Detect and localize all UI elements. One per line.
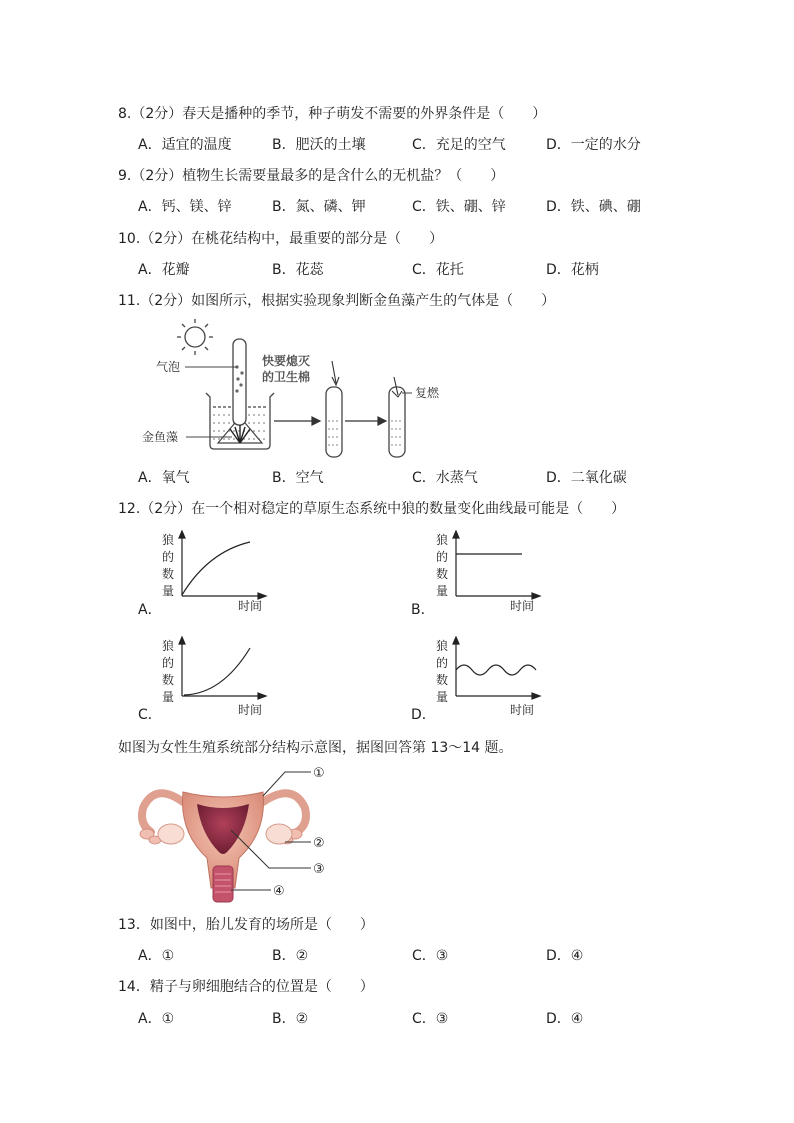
graph-a-curve <box>182 542 250 595</box>
graph-c-ylabel-2: 的 <box>162 656 175 670</box>
q8-stem: 8.（2分）春天是播种的季节，种子萌发不需要的外界条件是（ ） <box>118 106 547 122</box>
graph-c-xlabel: 时间 <box>238 703 263 717</box>
q13-option-a: A．① <box>138 948 175 964</box>
q9-option-c: C．铁、硼、锌 <box>412 199 506 215</box>
q9-stem: 9.（2分）植物生长需要量最多的是含什么的无机盐？（ ） <box>118 168 505 184</box>
cotton-label-line1: 快要熄灭 <box>262 354 311 368</box>
q10-option-b: B．花蕊 <box>272 262 324 278</box>
sun-icon <box>177 319 213 355</box>
q14-option-b: B．② <box>272 1011 309 1027</box>
q14-option-d: D．④ <box>546 1011 584 1027</box>
q13-option-d: D．④ <box>546 948 584 964</box>
q12-option-b: B． <box>411 602 435 618</box>
q9-option-b: B．氮、磷、钾 <box>272 199 366 215</box>
graph-b-xlabel: 时间 <box>510 599 535 613</box>
q13-option-c: C．③ <box>412 948 449 964</box>
graph-d-ylabel-1: 狼 <box>436 639 449 653</box>
graph-d-xlabel: 时间 <box>510 703 535 717</box>
q11-stem: 11.（2分）如图所示，根据实验现象判断金鱼藻产生的气体是（ ） <box>118 293 556 309</box>
graph-c <box>160 636 270 726</box>
q11-option-b: B．空气 <box>272 470 324 486</box>
graph-c-curve <box>184 648 250 695</box>
q14-stem: 14．精子与卵细胞结合的位置是（ ） <box>118 979 374 995</box>
q12-stem: 12.（2分）在一个相对稳定的草原生态系统中狼的数量变化曲线最可能是（ ） <box>118 501 626 517</box>
graph-a-ylabel-4: 量 <box>162 584 175 598</box>
graph-b-ylabel-3: 数 <box>436 567 449 581</box>
graph-c-ylabel-4: 量 <box>162 690 175 704</box>
q10-option-a: A．花瓣 <box>138 262 190 278</box>
graph-d-ylabel-4: 量 <box>436 690 449 704</box>
q11-option-d: D．二氧化碳 <box>546 470 627 486</box>
graph-d <box>434 636 544 726</box>
goldfish-weed <box>230 425 250 443</box>
q8-option-c: C．充足的空气 <box>412 137 506 153</box>
graph-b-ylabel-1: 狼 <box>436 533 449 547</box>
reignite-label: 复燃 <box>415 386 440 400</box>
bubble-label: 气泡 <box>156 360 181 374</box>
graph-a-ylabel-3: 数 <box>162 567 175 581</box>
figure-label-1: ① <box>313 766 325 781</box>
q14-option-c: C．③ <box>412 1011 449 1027</box>
graph-c-ylabel-3: 数 <box>162 673 175 687</box>
reproductive-system-figure <box>135 762 355 904</box>
q10-stem: 10.（2分）在桃花结构中，最重要的部分是（ ） <box>118 231 444 247</box>
graph-b-ylabel-4: 量 <box>436 584 449 598</box>
cotton-label-line2: 的卫生棉 <box>262 370 311 384</box>
experiment-figure <box>140 315 480 465</box>
q11-option-c: C．水蒸气 <box>412 470 478 486</box>
q9-option-a: A．钙、镁、锌 <box>138 199 232 215</box>
q8-option-d: D．一定的水分 <box>546 137 641 153</box>
graph-a <box>160 530 270 620</box>
q8-option-a: A．适宜的温度 <box>138 137 232 153</box>
figure-label-4: ④ <box>273 884 285 899</box>
graph-d-curve <box>456 665 536 675</box>
q13-stem: 13．如图中，胎儿发育的场所是（ ） <box>118 917 374 933</box>
graph-d-ylabel-2: 的 <box>436 656 449 670</box>
graph-d-ylabel-3: 数 <box>436 673 449 687</box>
figure-label-2: ② <box>313 836 325 851</box>
graph-a-ylabel-2: 的 <box>162 550 175 564</box>
q9-option-d: D．铁、碘、硼 <box>546 199 641 215</box>
q12-option-d: D． <box>411 707 436 723</box>
q13-option-b: B．② <box>272 948 309 964</box>
graph-b <box>434 530 544 620</box>
q8-option-b: B．肥沃的土壤 <box>272 137 366 153</box>
q12-option-c: C． <box>138 707 162 723</box>
q14-option-a: A．① <box>138 1011 175 1027</box>
graph-c-ylabel-1: 狼 <box>162 639 175 653</box>
graph-a-ylabel-1: 狼 <box>162 533 175 547</box>
graph-b-ylabel-2: 的 <box>436 550 449 564</box>
q10-option-c: C．花托 <box>412 262 464 278</box>
q10-option-d: D．花柄 <box>546 262 599 278</box>
weed-label: 金鱼藻 <box>142 430 179 444</box>
q12-option-a: A． <box>138 602 162 618</box>
q11-option-a: A．氧气 <box>138 470 190 486</box>
section-intro: 如图为女性生殖系统部分结构示意图，据图回答第 13～14 题。 <box>118 740 513 756</box>
graph-a-xlabel: 时间 <box>238 599 263 613</box>
figure-label-3: ③ <box>313 862 325 877</box>
